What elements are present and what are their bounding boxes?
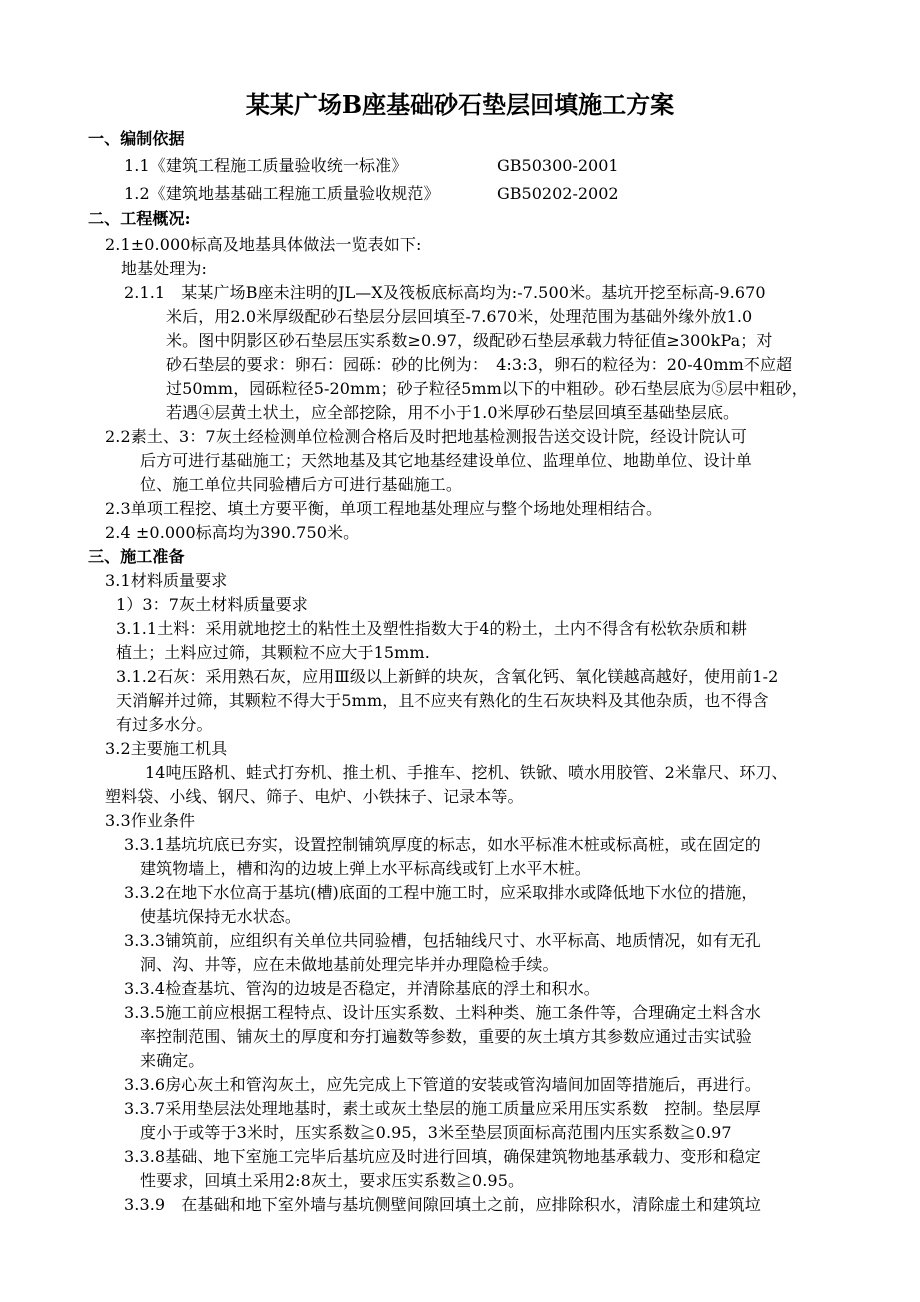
paragraph-2-3: 2.3单项工程挖、填土方要平衡，单项工程地基处理应与整个场地处理相结合。 <box>105 499 663 518</box>
paragraph-3-1-item-1: 1）3：7灰土材料质量要求 <box>116 595 308 614</box>
paragraph-3-3-5-line: 3.3.5施工前应根据工程特点、设计压实系数、土料种类、施工条件等，合理确定土料含水 <box>124 1003 761 1022</box>
paragraph-3-3-2-line: 使基坑保持无水状态。 <box>140 907 302 926</box>
paragraph-2-2-line: 后方可进行基础施工；天然地基及其它地基经建设单位、监理单位、地勘单位、设计单 <box>140 451 752 470</box>
paragraph-2-1-1-line: 过50mm，园砾粒径5-20mm；砂子粒径5mm以下的中粗砂。砂石垫层底为⑤层中粗砂， <box>166 379 808 398</box>
paragraph-3-3-8-line: 3.3.8基础、地下室施工完毕后基坑应及时进行回填，确保建筑物地基承载力、变形和稳定 <box>124 1147 761 1166</box>
paragraph-2-1-1-line: 米。图中阴影区砂石垫层压实系数≥0.97，级配砂石垫层承载力特征值≥300kPa；对 <box>166 331 773 350</box>
paragraph-3-3-7-line: 3.3.7采用垫层法处理地基时，素土或灰土垫层的施工质量应采用压实系数 控制。垫层厚 <box>124 1099 761 1118</box>
paragraph-3-2: 3.2主要施工机具 <box>105 739 228 758</box>
paragraph-3-3-3-line: 洞、沟、井等，应在未做地基前处理完毕并办理隐检手续。 <box>140 955 559 974</box>
section-2-heading: 二、工程概况: <box>88 209 191 228</box>
section-3-heading: 三、施工准备 <box>88 547 185 566</box>
reference-2-name: 1.2《建筑地基基础工程施工质量验收规范》 <box>124 184 440 203</box>
paragraph-2-1-1-line: 米后，用2.0米厚级配砂石垫层分层回填至-7.670米，处理范围为基础外缘外放1.0 <box>166 307 753 326</box>
paragraph-2-2-line: 位、施工单位共同验槽后方可进行基础施工。 <box>140 475 463 494</box>
paragraph-3-3-5-line: 来确定。 <box>140 1051 205 1070</box>
paragraph-2-1-1-line: 2.1.1 某某广场B座未注明的JL—X及筏板底标高均为:-7.500米。基坑开挖至标高-9.670 <box>124 283 766 302</box>
paragraph-3-1-2-line: 3.1.2石灰：采用熟石灰，应用Ⅲ级以上新鲜的块灰，含氧化钙、氧化镁越高越好，使用前1-2 <box>116 667 779 686</box>
paragraph-2-4: 2.4 ±0.000标高均为390.750米。 <box>105 523 360 542</box>
paragraph-3-3-2-line: 3.3.2在地下水位高于基坑(槽)底面的工程中施工时，应采取排水或降低地下水位的措施， <box>124 883 758 902</box>
paragraph-2-1-1-line: 若遇④层黄土状土，应全部挖除，用不小于1.0米厚砂石垫层回填至基础垫层底。 <box>166 403 740 422</box>
paragraph-3-3-6: 3.3.6房心灰土和管沟灰土，应先完成上下管道的安装或管沟墙间加固等措施后，再进行。 <box>124 1075 761 1094</box>
reference-1-code: GB50300-2001 <box>497 156 619 175</box>
paragraph-3-3-4: 3.3.4检查基坑、管沟的边坡是否稳定，并清除基底的浮土和积水。 <box>124 979 600 998</box>
paragraph-2-2-line: 2.2素土、3：7灰土经检测单位检测合格后及时把地基检测报告送交设计院，经设计院认可 <box>105 427 748 446</box>
paragraph-3-3-7-line: 度小于或等于3米时，压实系数≧0.95，3米至垫层顶面标高范围内压实系数≧0.97 <box>140 1123 732 1142</box>
paragraph-3-3-8-line: 性要求，回填土采用2:8灰土，要求压实系数≧0.95。 <box>140 1171 525 1190</box>
paragraph-3-1-2-line: 有过多水分。 <box>116 715 213 734</box>
section-1-heading: 一、编制依据 <box>88 129 185 148</box>
paragraph-3-2-body-line: 14吨压路机、蛙式打夯机、推土机、手推车、挖机、铁锨、喷水用胶管、2米靠尺、环刀、 <box>145 763 788 782</box>
paragraph-3-3: 3.3作业条件 <box>105 811 196 830</box>
reference-2-code: GB50202-2002 <box>497 184 619 203</box>
paragraph-3-3-3-line: 3.3.3铺筑前，应组织有关单位共同验槽，包括轴线尺寸、水平标高、地质情况，如有无孔 <box>124 931 761 950</box>
paragraph-3-3-1-line: 建筑物墙上，槽和沟的边坡上弹上水平标高线或钉上水平木桩。 <box>140 859 591 878</box>
paragraph-3-1-1-line: 植土；土料应过筛，其颗粒不应大于15mm. <box>116 643 430 662</box>
paragraph-3-1-1-line: 3.1.1土料：采用就地挖土的粘性土及塑性指数大于4的粉土，土内不得含有松软杂质和耕 <box>116 619 748 638</box>
paragraph-2-1: 2.1±0.000标高及地基具体做法一览表如下: <box>105 235 422 254</box>
document-title: 某某广场B座基础砂石垫层回填施工方案 <box>245 90 675 119</box>
paragraph-3-3-1-line: 3.3.1基坑坑底已夯实，设置控制铺筑厚度的标志，如水平标准木桩或标高桩，或在固定的 <box>124 835 761 854</box>
paragraph-3-1-2-line: 天消解并过筛，其颗粒不得大于5mm，且不应夹有熟化的生石灰块料及其他杂质，也不得含 <box>116 691 769 710</box>
paragraph-3-1: 3.1材料质量要求 <box>105 571 228 590</box>
reference-1-name: 1.1《建筑工程施工质量验收统一标准》 <box>124 156 408 175</box>
paragraph-2-1-sub: 地基处理为: <box>121 259 207 278</box>
paragraph-3-3-9: 3.3.9 在基础和地下室外墙与基坑侧壁间隙回填土之前，应排除积水，清除虚土和建筑垃 <box>124 1195 761 1214</box>
paragraph-2-1-1-line: 砂石垫层的要求：卵石：园砾：砂的比例为： 4:3:3，卵石的粒径为：20-40mm不应超 <box>166 355 793 374</box>
paragraph-3-2-body-line: 塑料袋、小线、钢尺、筛子、电炉、小铁抹子、记录本等。 <box>105 787 524 806</box>
paragraph-3-3-5-line: 率控制范围、铺灰土的厚度和夯打遍数等参数，重要的灰土填方其参数应通过击实试验 <box>140 1027 752 1046</box>
